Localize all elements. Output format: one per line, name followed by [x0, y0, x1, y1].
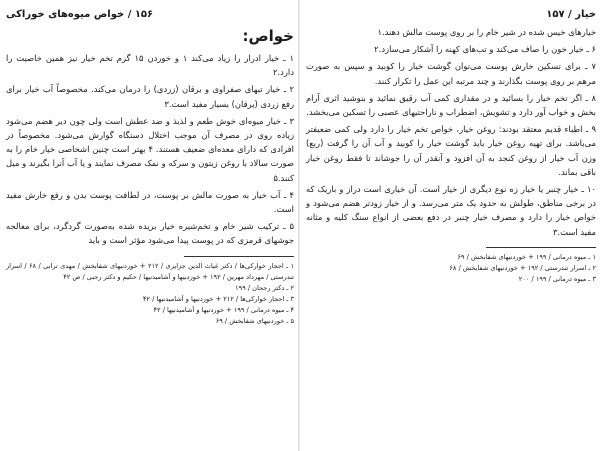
footnote: ۲ ـ دکتر رجحان / ۱۹۹ — [235, 283, 294, 292]
right-page-body — [306, 25, 596, 239]
footnote-divider — [184, 256, 294, 257]
paragraph: خیارهای خیس شده در شیر خام را بر روی پوست مالش دهند.۱ — [377, 27, 596, 37]
right-page-header: خیار / ۱۵۷ — [546, 9, 596, 20]
paragraph: ۹ ـ اطباء قدیم معتقد بودند: روغن خیار، خواص تخم خیار را دارد ولی کمی ضعیفتر می‌باشد. برای تهیه روغن خیار باید گوشت خیار را کوبید و آب آن را گرفت (ربع) وزن آب خیار از روغن کنجد به آن افزود و آنقدر آن را جوشاند تا فقط روغن خیار باقی بماند. — [306, 124, 596, 177]
left-page-body — [6, 51, 294, 248]
left-page-header: ۱۵۶ / خواص میوه‌های خوراکی — [6, 9, 154, 20]
right-page — [306, 8, 596, 448]
paragraph: ۷ ـ برای تسکین خارش پوست می‌توان گوشت خیار را کوبید و سپس به صورت مرهم بر روی پوست بگذارند و چند مرتبه این عمل را تکرار کنند. — [306, 61, 596, 86]
right-footnotes — [306, 252, 596, 285]
footnote-divider — [486, 247, 596, 248]
paragraph: ۲ ـ خیار تبهای صفراوی و یرقان (زردی) را درمان می‌کند. مخصوصاً آب خیار برای رفع زردی (یرقان) بسیار مفید است.۳ — [6, 84, 294, 109]
paragraph: ۱ ـ خیار ادرار را زیاد می‌کند ۱ و خوردن ۱۵ گرم تخم خیار نیز همین خاصیت را دارد.۲ — [6, 53, 294, 78]
book-gutter — [298, 0, 300, 451]
paragraph: ۸ ـ اگر تخم خیار را بسائید و در مقداری کمی آب رقیق نمائید و بنوشید اثری آرام بخش و خواب آور دارد و تشویش، اضطراب و ناراحتیهای عصبی را تسکین می‌بخشد. — [306, 92, 596, 118]
paragraph: ۱۰ ـ خیار چنبر یا خیار زه نوع دیگری از خیار است. آن خیاری است دراز و باریک که در برخی مناطق، طولش به حدود یک متر می‌رسد. و از خیار زودتر هضم می‌شود و خواص خیار را دارد و مصرف خیار چنبر در دفع بعضی از انواع سنگ کلیه و مثانه مفید است.۳ — [306, 184, 596, 237]
footnote: ۳ ـ میوه درمانی / ۱۹۹ / ۲۰۰ — [518, 274, 596, 283]
paragraph: ۶ ـ خیار خون را صاف می‌کند و تب‌های کهنه را آشکار می‌سازد.۲ — [374, 44, 596, 55]
footnote: ۱ ـ احجار خوارکی‌ها / دکتر غیاث الدین جزایری / ۲۱۲ + خوردنیهای شفابخش / مهدی ترابی / ۶۸ / اسرار تندرستی / مهرداد مهرین / ۱۹۲ + خوردنیها و آشامیدنیها / حکیم و دکتر رجبی / ص ۴۲ — [6, 261, 294, 281]
left-page — [6, 8, 294, 448]
footnote: ۲ ـ اسرار تندرستی / ۱۹۲ + خوردنیهای شفابخش / ۶۸ — [449, 263, 596, 272]
properties-heading: خواص: — [242, 27, 294, 45]
paragraph: ۵ ـ ترکیب شیر خام و تخم‌شیره خیار بریده شده به‌صورت گردگرد، برای معالجه جوشهای قرمزی که در پوست پیدا می‌شود مؤثر است و باید — [6, 221, 294, 246]
left-footnotes — [6, 261, 294, 327]
footnote: ۳ ـ احجار خوارکی‌ها / ۲۱۲ + خوردنیها و آشامیدنیها / ۴۲ — [142, 294, 294, 303]
footnote: ۱ ـ میوه درمانی / ۱۹۹ + خوردنیهای شفابخش / ۶۹ — [457, 252, 596, 261]
paragraph: ۴ ـ آب خیار به صورت مالش بر پوست، در لطافت پوست بدن و رفع خارش مفید است. — [6, 189, 294, 215]
footnote: ۵ ـ خوردنیهای شفابخش / ۶۹ — [215, 316, 294, 325]
footnote: ۴ ـ میوه درمانی / ۱۹۹ + خوردنیها و آشامیدنیها / ۴۲ — [153, 305, 294, 314]
paragraph: ۳ ـ خیار میوه‌ای خوش طعم و لذیذ و ضد عطش است ولی چون دیر هضم می‌شود زیاده روی در مصرف آن موجب اختلال دستگاه گوارش می‌شود. مخصوصاً در افرادی که دارای معده‌ای ضعیف هستند. ۴ بهتر است چنین اشخاصی خیار خام را به صورت سالاد با روغن زیتون و سرکه و نمک مصرف نمایند و یا آب آنرا بگیرند و میل کنند.۵ — [6, 115, 294, 183]
